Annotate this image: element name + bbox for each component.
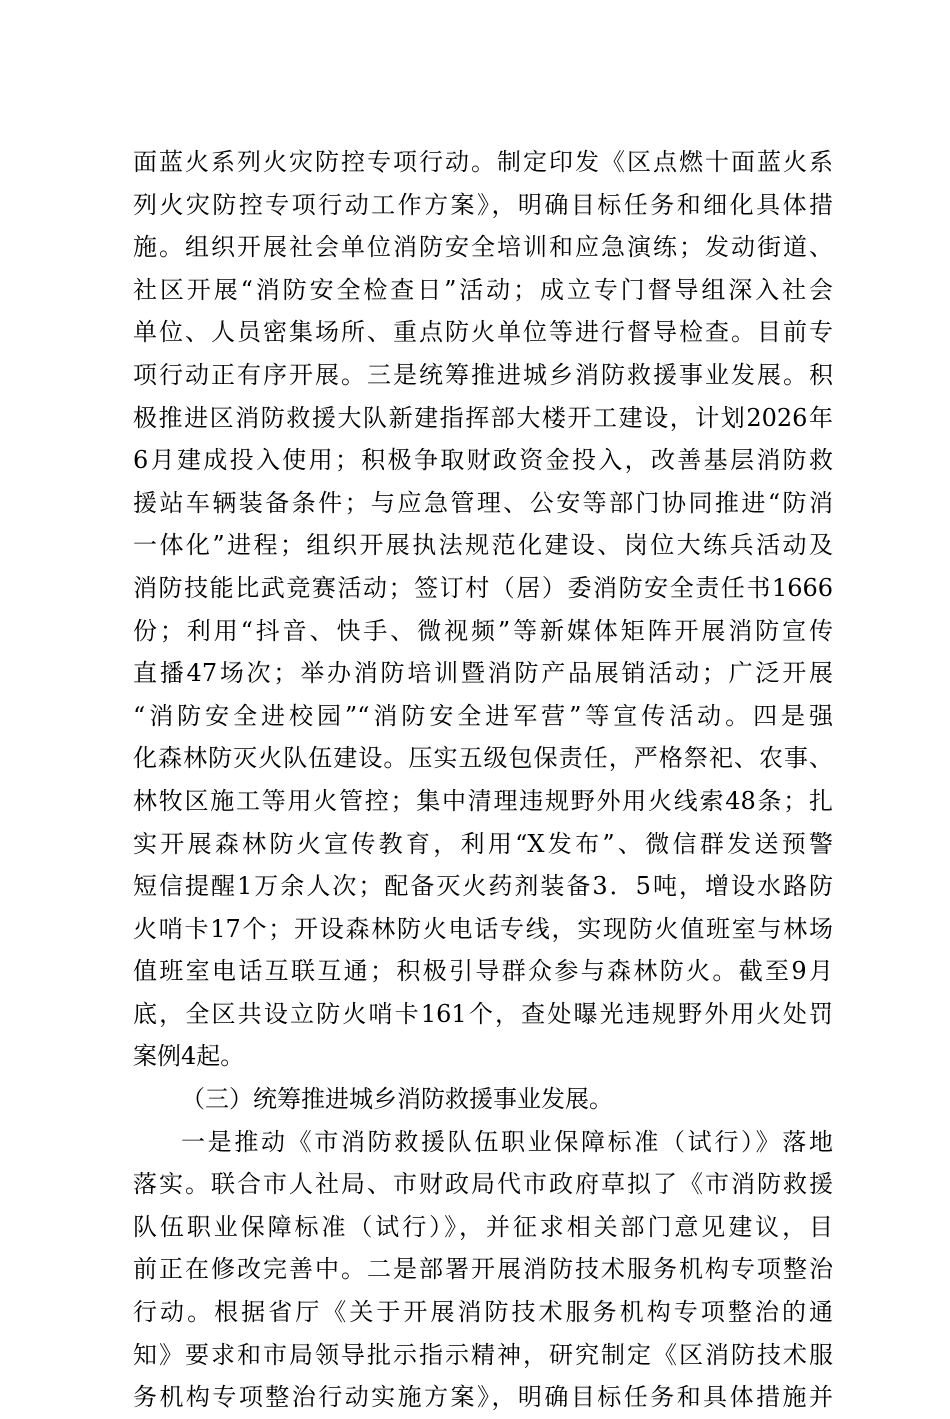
text-line: 案例4起。: [133, 1042, 245, 1071]
text-line: 底，全区共设立防火哨卡161个，查处曝光违规野外用火处罚: [133, 999, 833, 1028]
text-line: 单位、人员密集场所、重点防火单位等进行督导检查。目前专: [133, 318, 833, 347]
text-line: 一是推动《市消防救援队伍职业保障标准（试行）》落地: [181, 1127, 833, 1156]
text-line: 极推进区消防救援大队新建指挥部大楼开工建设，计划2026年: [133, 403, 833, 432]
paragraph-2: [133, 1121, 833, 1419]
text-line: 直播47场次；举办消防培训暨消防产品展销活动；广泛开展: [133, 659, 833, 688]
text-line: 短信提醒1万余人次；配备灭火药剂装备3．5吨，增设水路防: [133, 872, 833, 901]
text-line: 化森林防灭火队伍建设。压实五级包保责任，严格祭祀、农事、: [133, 744, 833, 773]
text-line: 份；利用“抖音、快手、微视频”等新媒体矩阵开展消防宣传: [133, 616, 833, 645]
text-line: 消防技能比武竞赛活动；签订村（居）委消防安全责任书1666: [133, 573, 833, 602]
text-line: 务机构专项整治行动实施方案》，明确目标任务和具体措施并: [133, 1383, 833, 1412]
text-line: 6月建成投入使用；积极争取财政资金投入，改善基层消防救: [133, 446, 833, 475]
text-line: 林牧区施工等用火管控；集中清理违规野外用火线索48条；扎: [133, 786, 833, 815]
section-heading: （三）统筹推进城乡消防救援事业发展。: [181, 1085, 613, 1114]
text-line: 社区开展“消防安全检查日”活动；成立专门督导组深入社会: [133, 275, 833, 304]
text-line: 一体化”进程；组织开展执法规范化建设、岗位大练兵活动及: [133, 531, 833, 560]
text-line: 落实。联合市人社局、市财政局代市政府草拟了《市消防救援: [133, 1170, 833, 1199]
text-line: 列火灾防控专项行动工作方案》，明确目标任务和细化具体措: [133, 190, 833, 219]
text-line: 援站车辆装备条件；与应急管理、公安等部门协同推进“防消: [133, 488, 833, 517]
text-line: 值班室电话互联互通；积极引导群众参与森林防火。截至9月: [133, 957, 833, 986]
text-line: 实开展森林防火宣传教育，利用“X发布”、微信群发送预警: [133, 829, 833, 858]
document-body: [133, 141, 833, 1419]
paragraph-1: [133, 141, 833, 1078]
text-line: 知》要求和市局领导批示指示精神，研究制定《区消防技术服: [133, 1340, 833, 1369]
text-line: “消防安全进校园”“消防安全进军营”等宣传活动。四是强: [133, 701, 833, 730]
text-line: 火哨卡17个；开设森林防火电话专线，实现防火值班室与林场: [133, 914, 833, 943]
text-line: 施。组织开展社会单位消防安全培训和应急演练；发动街道、: [133, 233, 833, 262]
text-line: 前正在修改完善中。二是部署开展消防技术服务机构专项整治: [133, 1255, 833, 1284]
text-line: 行动。根据省厅《关于开展消防技术服务机构专项整治的通: [133, 1298, 833, 1327]
text-line: 面蓝火系列火灾防控专项行动。制定印发《区点燃十面蓝火系: [133, 148, 833, 176]
text-line: 队伍职业保障标准（试行）》，并征求相关部门意见建议，目: [133, 1212, 833, 1241]
text-line: 项行动正有序开展。三是统筹推进城乡消防救援事业发展。积: [133, 360, 833, 389]
